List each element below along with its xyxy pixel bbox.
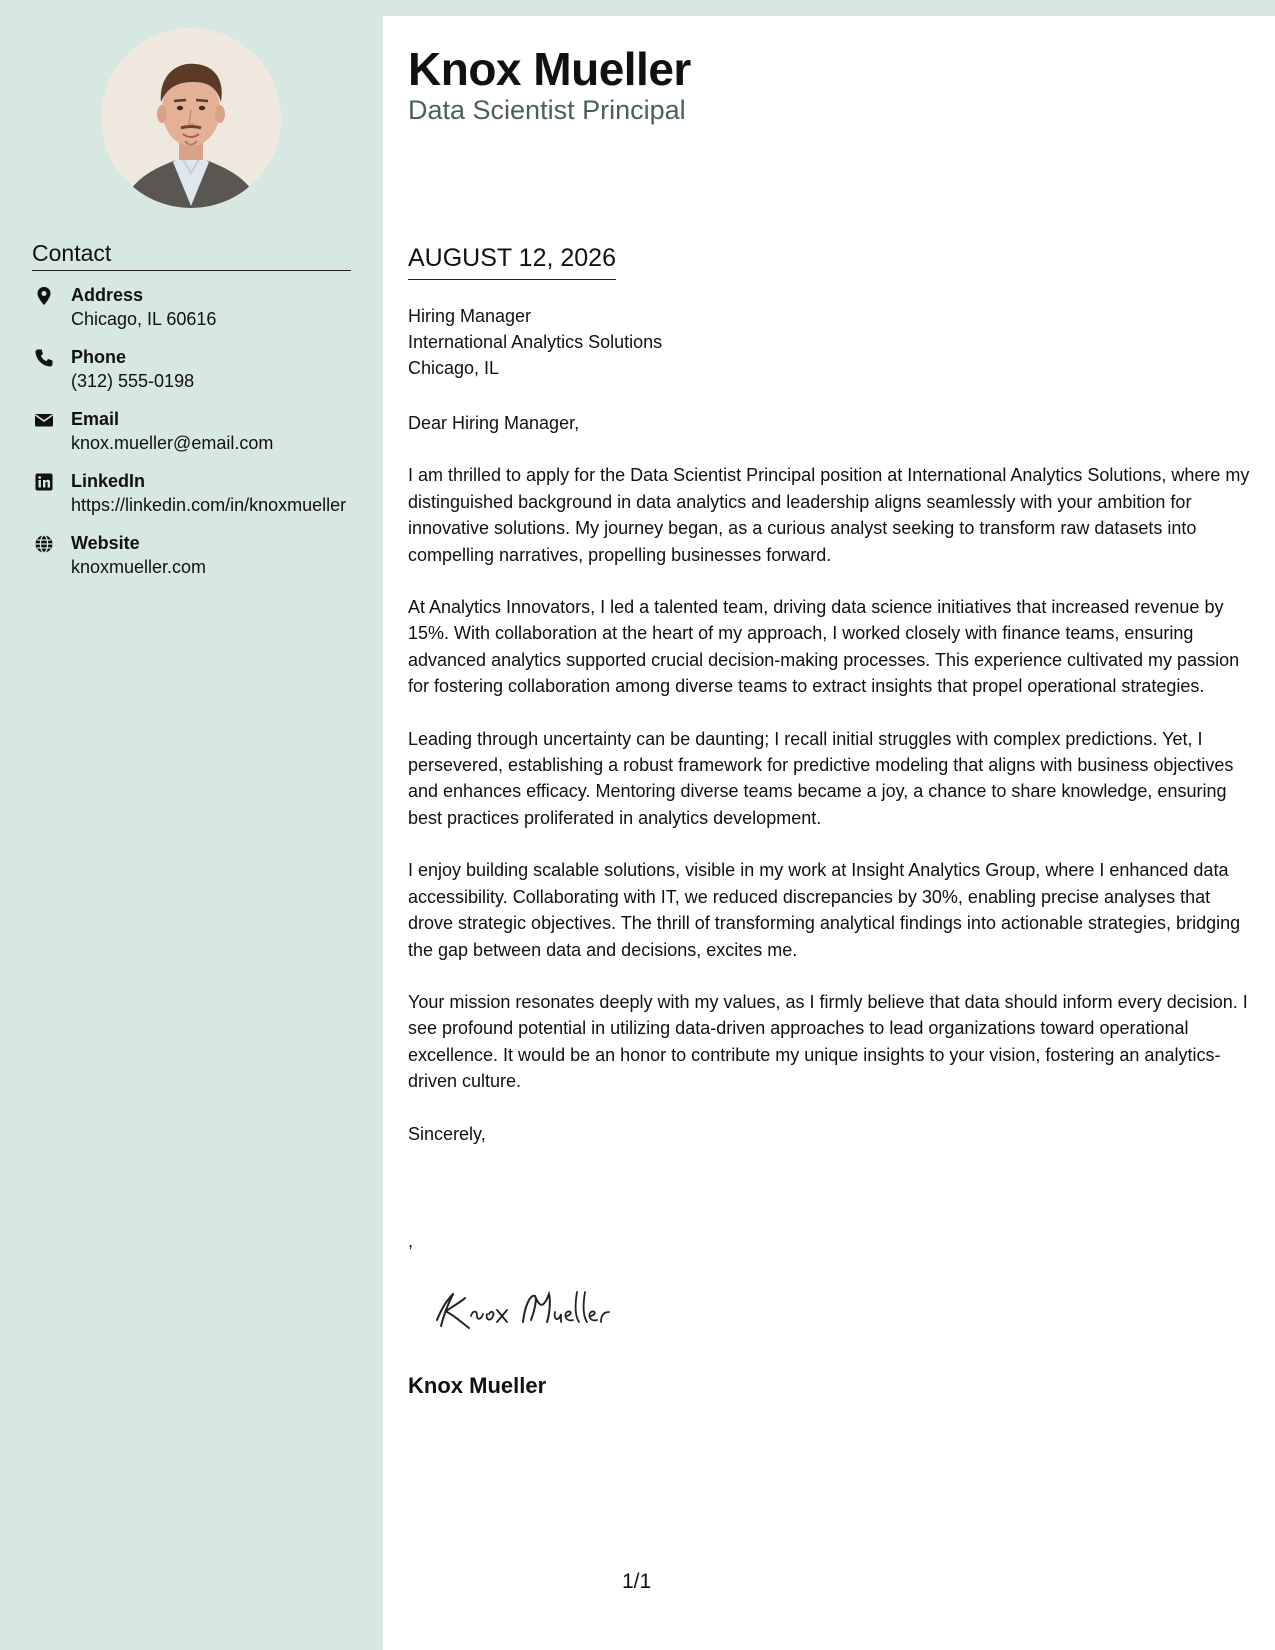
signoff-name: Knox Mueller <box>408 1373 547 1398</box>
linkedin-icon <box>34 472 54 492</box>
globe-icon <box>34 534 54 554</box>
applicant-name: Knox Mueller <box>408 43 691 95</box>
envelope-icon <box>34 410 54 430</box>
contact-value: (312) 555-0198 <box>71 371 195 391</box>
applicant-title: Data Scientist Principal <box>408 95 686 125</box>
phone-icon <box>34 348 54 368</box>
body-paragraph: At Analytics Innovators, I led a talented team, driving data science initiatives that increased revenue by 15%. With collaboration at the heart of my approach, I worked closely with finance teams, ensuring advanced analytics supported crucial decision-making processes. This experience cultivated my passion for fostering collaboration among diverse teams to extract insights that propel operational strategies. <box>408 597 1240 697</box>
page-number: 1/1 <box>622 1570 652 1593</box>
contact-item-website <box>32 531 362 579</box>
contact-value[interactable]: knoxmueller.com <box>71 557 207 577</box>
profile-photo <box>101 28 281 208</box>
contact-item-email <box>32 407 362 455</box>
contact-heading: Contact <box>32 240 351 271</box>
handwritten-signature <box>425 1280 665 1340</box>
contact-value: knox.mueller@email.com <box>71 433 274 453</box>
recipient-line: Hiring Manager <box>408 306 532 326</box>
closing: Sincerely, <box>408 1123 486 1144</box>
contact-label: Phone <box>71 347 127 367</box>
contact-label: Website <box>71 533 140 553</box>
recipient-line: International Analytics Solutions <box>408 332 663 352</box>
body-paragraph: I enjoy building scalable solutions, visible in my work at Insight Analytics Group, where I enhanced data accessibility. Collaborating with IT, we reduced discrepancies by 30%, enabling precise analyses that drove strategic objectives. The thrill of transforming analytical findings into actionable strategies, bridging the gap between data and decisions, excites me. <box>408 860 1241 960</box>
contact-item-phone <box>32 345 362 393</box>
map-pin-icon <box>34 286 54 306</box>
contact-label: Email <box>71 409 120 429</box>
contact-label: Address <box>71 285 144 305</box>
body-paragraph: Leading through uncertainty can be daunting; I recall initial struggles with complex predictions. Yet, I persevered, establishing a robust framework for predictive modeling that aligns with business objectives and enhances efficacy. Mentoring diverse teams became a joy, a chance to share knowledge, ensuring best practices proliferated in analytics development. <box>408 728 1234 828</box>
comma-line: , <box>408 1231 414 1251</box>
letter-body <box>408 410 1253 1173</box>
recipient-block <box>408 303 662 381</box>
body-paragraph: I am thrilled to apply for the Data Scientist Principal position at International Analytics Solutions, where my distinguished background in data analytics and leadership aligns seamlessly with your ambition for innovative solutions. My journey began, as a curious analyst seeking to transform raw datasets into compelling narratives, propelling businesses forward. <box>408 465 1250 565</box>
contact-list <box>32 283 362 593</box>
contact-value: Chicago, IL 60616 <box>71 309 217 329</box>
body-paragraph: Your mission resonates deeply with my values, as I firmly believe that data should inform every decision. I see profound potential in utilizing data-driven approaches to lead organizations toward operational excellence. It would be an honor to contribute my unique insights to your vision, fostering an analytics-driven culture. <box>408 991 1248 1092</box>
contact-item-address <box>32 283 362 331</box>
contact-item-linkedin <box>32 469 362 517</box>
contact-value[interactable]: https://linkedin.com/in/knoxmueller <box>71 495 347 515</box>
salutation: Dear Hiring Manager, <box>408 413 580 433</box>
recipient-line: Chicago, IL <box>408 358 500 378</box>
contact-label: LinkedIn <box>71 471 146 491</box>
letter-date: AUGUST 12, 2026 <box>408 244 616 280</box>
